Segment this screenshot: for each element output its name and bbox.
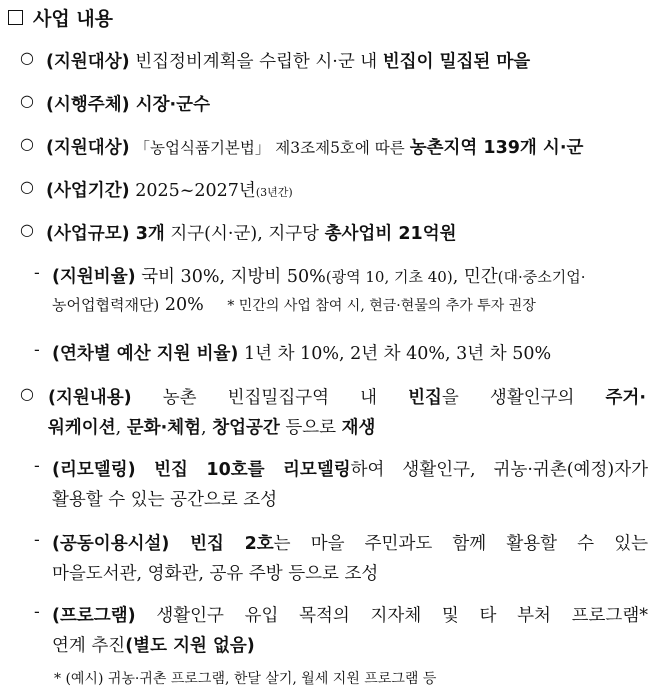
dash-bullet-icon: - xyxy=(34,340,40,360)
circle-bullet-icon: ○ xyxy=(20,91,34,110)
circle-bullet-icon: ○ xyxy=(20,384,34,403)
dash-bullet-icon: - xyxy=(34,456,40,476)
circle-bullet-icon: ○ xyxy=(20,177,34,196)
dash-bullet-icon: - xyxy=(34,602,40,622)
section-title: 사업 내용 xyxy=(33,8,114,30)
section-heading xyxy=(8,4,113,31)
checkbox-empty-icon xyxy=(8,10,23,25)
circle-bullet-icon: ○ xyxy=(20,48,34,67)
circle-bullet-icon: ○ xyxy=(20,134,34,153)
note-example: * (예시) 귀농·귀촌 프로그램, 한달 살기, 월세 지원 프로그램 등 xyxy=(54,671,437,687)
note-private: * 민간의 사업 참여 시, 현금·현물의 추가 투자 권장 xyxy=(227,298,536,314)
dash-bullet-icon: - xyxy=(34,263,40,283)
circle-bullet-icon: ○ xyxy=(20,220,34,239)
dash-bullet-icon: - xyxy=(34,530,40,550)
label-target: (지원대상) xyxy=(46,52,130,72)
